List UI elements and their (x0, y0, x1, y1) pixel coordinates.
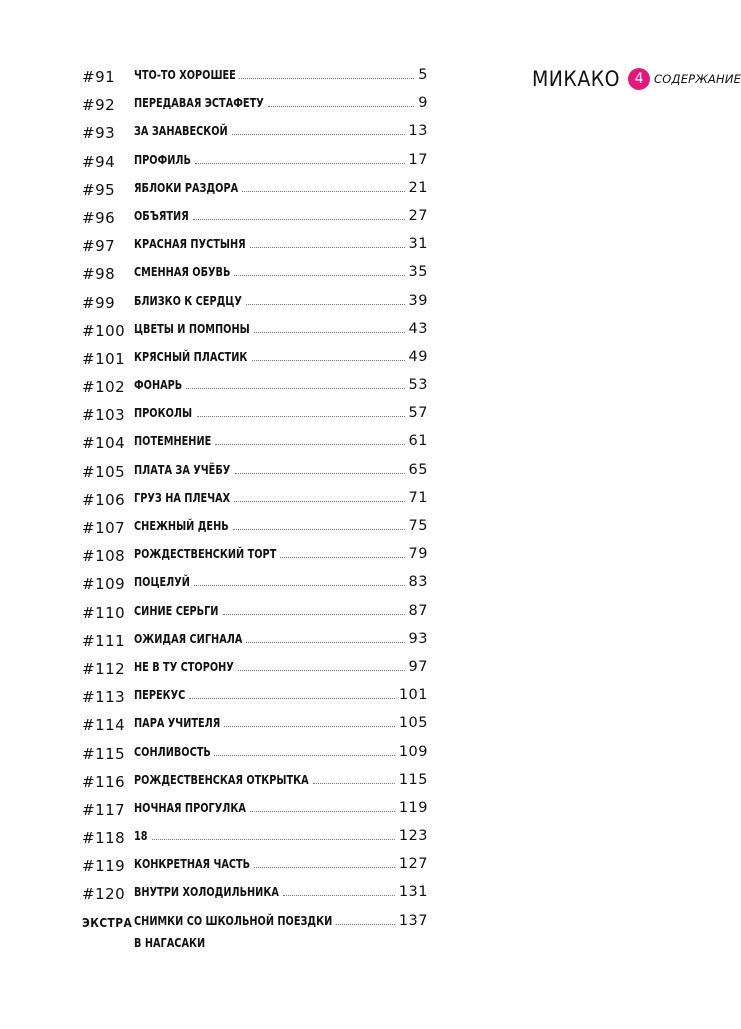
page-number: 119 (398, 799, 428, 816)
chapter-number: #104 (82, 434, 126, 453)
chapter-number: #92 (82, 96, 116, 115)
toc-row[interactable] (82, 569, 428, 597)
toc-row[interactable] (82, 795, 428, 823)
toc-row[interactable] (82, 288, 428, 316)
extra-title-line1: СНИМКИ СО ШКОЛЬНОЙ ПОЕЗДКИ (134, 912, 333, 928)
volume-badge: 4 (628, 68, 650, 90)
page-number: 105 (398, 715, 428, 732)
page-number: 31 (408, 236, 428, 253)
dot-leader (189, 697, 395, 699)
toc-row[interactable] (82, 372, 428, 400)
chapter-number: #109 (82, 575, 126, 594)
chapter-title: СИНИЕ СЕРЬГИ (134, 602, 219, 618)
chapter-number: #102 (82, 378, 126, 397)
chapter-number: #99 (82, 293, 116, 312)
page-number: 83 (408, 574, 428, 591)
dot-leader (152, 838, 395, 840)
chapter-number: #103 (82, 406, 126, 425)
toc-row[interactable] (82, 118, 428, 146)
chapter-number: #106 (82, 490, 126, 509)
chapter-title: ВНУТРИ ХОЛОДИЛЬНИКА (134, 884, 279, 900)
toc-row[interactable] (82, 626, 428, 654)
page-number: 137 (398, 912, 428, 929)
toc-row[interactable] (82, 175, 428, 203)
chapter-number: #105 (82, 462, 126, 481)
toc-row[interactable] (82, 90, 428, 118)
toc-row[interactable] (82, 823, 428, 851)
toc-row[interactable] (82, 485, 428, 513)
dot-leader (234, 500, 404, 502)
manga-title: МИКАКО (532, 67, 621, 91)
page-number: 79 (408, 546, 428, 563)
toc-row[interactable] (82, 710, 428, 738)
dot-leader (238, 669, 405, 671)
page-number: 127 (398, 856, 428, 873)
toc-row-extra[interactable] (82, 908, 428, 958)
dot-leader (250, 810, 394, 812)
chapter-title: ПРОФИЛЬ (134, 151, 191, 167)
chapter-number: #118 (82, 829, 126, 848)
toc-row[interactable] (82, 682, 428, 710)
dot-leader (193, 218, 405, 220)
dot-leader (268, 105, 414, 107)
chapter-title: ФОНАРЬ (134, 377, 183, 393)
dot-leader (283, 894, 395, 896)
chapter-number: #101 (82, 349, 126, 368)
toc-row[interactable] (82, 739, 428, 767)
page-number: 9 (418, 95, 428, 112)
toc-row[interactable] (82, 428, 428, 456)
dot-leader (197, 415, 405, 417)
chapter-number: #93 (82, 124, 116, 143)
table-of-contents (82, 62, 428, 958)
dot-leader (214, 754, 394, 756)
toc-row[interactable] (82, 62, 428, 90)
chapter-title: ПЕРЕКУС (134, 687, 186, 703)
dot-leader (186, 387, 404, 389)
page-number: 57 (408, 405, 428, 422)
toc-row[interactable] (82, 598, 428, 626)
chapter-title: ЦВЕТЫ И ПОМПОНЫ (134, 320, 250, 336)
chapter-number: #110 (82, 603, 126, 622)
page-number: 27 (408, 207, 428, 224)
page-number: 131 (398, 884, 428, 901)
chapter-title: КРАСНАЯ ПУСТЫНЯ (134, 236, 246, 252)
chapter-number: #91 (82, 68, 116, 86)
chapter-title: РОЖДЕСТВЕНСКИЙ ТОРТ (134, 546, 277, 562)
page-number: 65 (408, 461, 428, 478)
page-number: 71 (408, 489, 428, 506)
chapter-title: БЛИЗКО К СЕРДЦУ (134, 292, 242, 308)
chapter-title: 18 (134, 828, 148, 844)
page-number: 123 (398, 828, 428, 845)
page-number: 5 (418, 67, 428, 83)
page-number: 43 (408, 320, 428, 337)
chapter-number: #111 (82, 631, 126, 650)
extra-title-line2: В НАГАСАКИ (134, 934, 206, 950)
page-number: 75 (408, 518, 428, 534)
dot-leader (215, 443, 404, 445)
chapter-title: СНЕЖНЫЙ ДЕНЬ (134, 518, 229, 533)
toc-row[interactable] (82, 344, 428, 372)
chapter-title: ПЕРЕДАВАЯ ЭСТАФЕТУ (134, 95, 264, 111)
chapter-number: #116 (82, 772, 126, 791)
chapter-number: #112 (82, 659, 126, 678)
section-title: СОДЕРЖАНИЕ (654, 72, 741, 86)
chapter-title: ПРОКОЛЫ (134, 405, 193, 421)
chapter-title: КРЯСНЫЙ ПЛАСТИК (134, 348, 248, 364)
chapter-number: #113 (82, 688, 126, 707)
page-number: 97 (408, 658, 428, 675)
chapter-title: РОЖДЕСТВЕНСКАЯ ОТКРЫТКА (134, 771, 309, 787)
extra-label: ЭКСТРА (82, 914, 133, 930)
toc-row[interactable] (82, 879, 428, 907)
chapter-number: #95 (82, 180, 116, 199)
chapter-title: ОБЪЯТИЯ (134, 207, 189, 223)
page-number: 87 (408, 602, 428, 619)
toc-row[interactable] (82, 203, 428, 231)
toc-row[interactable] (82, 654, 428, 682)
dot-leader (239, 77, 414, 79)
page-number: 109 (398, 743, 428, 760)
dot-leader (313, 782, 395, 784)
page-number: 53 (408, 377, 428, 394)
toc-row[interactable] (82, 231, 428, 259)
toc-row[interactable] (82, 316, 428, 344)
toc-row[interactable] (82, 457, 428, 485)
page-number: 35 (408, 264, 428, 281)
chapter-number: #117 (82, 800, 126, 819)
chapter-title: ГРУЗ НА ПЛЕЧАХ (134, 489, 231, 505)
chapter-title: ЧТО-ТО ХОРОШЕЕ (134, 67, 236, 82)
page-number: 21 (408, 179, 428, 196)
chapter-title: ПАРА УЧИТЕЛЯ (134, 715, 221, 731)
page-number: 115 (398, 771, 428, 788)
chapter-title: КОНКРЕТНАЯ ЧАСТЬ (134, 856, 251, 872)
chapter-number: #97 (82, 237, 116, 256)
chapter-title: СОНЛИВОСТЬ (134, 743, 211, 759)
page-number: 49 (408, 348, 428, 365)
chapter-title: НЕ В ТУ СТОРОНУ (134, 658, 234, 674)
chapter-number: #114 (82, 716, 126, 735)
dot-leader (336, 923, 394, 925)
page-number: 93 (408, 630, 428, 647)
toc-row[interactable] (82, 513, 428, 541)
toc-row[interactable] (82, 851, 428, 879)
dot-leader (194, 584, 405, 586)
chapter-title: ПОТЕМНЕНИЕ (134, 433, 212, 449)
toc-row[interactable] (82, 147, 428, 175)
dot-leader (246, 641, 404, 643)
dot-leader (246, 303, 404, 305)
chapter-title: ПЛАТА ЗА УЧЁБУ (134, 461, 231, 477)
dot-leader (195, 162, 405, 164)
chapter-number: #119 (82, 857, 126, 876)
chapter-number: #108 (82, 547, 126, 566)
chapter-title: ПОЦЕЛУЙ (134, 574, 190, 590)
page-number: 13 (408, 123, 428, 140)
dot-leader (254, 331, 404, 333)
toc-row[interactable] (82, 259, 428, 287)
dot-leader (232, 133, 405, 135)
dot-leader (235, 472, 405, 474)
toc-row[interactable] (82, 767, 428, 795)
dot-leader (250, 246, 405, 248)
chapter-title: ЯБЛОКИ РАЗДОРА (134, 179, 239, 195)
chapter-title: ОЖИДАЯ СИГНАЛА (134, 630, 243, 646)
dot-leader (280, 556, 405, 558)
dot-leader (224, 725, 395, 727)
page-number: 101 (398, 687, 428, 704)
chapter-number: #98 (82, 265, 116, 284)
chapter-title: ЗА ЗАНАВЕСКОЙ (134, 123, 228, 139)
toc-row[interactable] (82, 541, 428, 569)
chapter-number: #94 (82, 152, 116, 171)
dot-leader (234, 274, 405, 276)
page-number: 39 (408, 292, 428, 309)
toc-row[interactable] (82, 400, 428, 428)
dot-leader (254, 866, 395, 868)
page-number: 17 (408, 151, 428, 168)
chapter-title: СМЕННАЯ ОБУВЬ (134, 264, 231, 280)
page-header (532, 64, 741, 94)
chapter-number: #96 (82, 208, 116, 227)
chapter-number: #115 (82, 744, 126, 763)
chapter-number: #107 (82, 519, 126, 537)
dot-leader (223, 613, 405, 615)
dot-leader (252, 359, 405, 361)
chapter-number: #100 (82, 321, 126, 340)
dot-leader (233, 528, 404, 530)
dot-leader (242, 190, 405, 192)
chapter-number: #120 (82, 885, 126, 904)
chapter-title: НОЧНАЯ ПРОГУЛКА (134, 799, 246, 815)
page-number: 61 (408, 433, 428, 450)
